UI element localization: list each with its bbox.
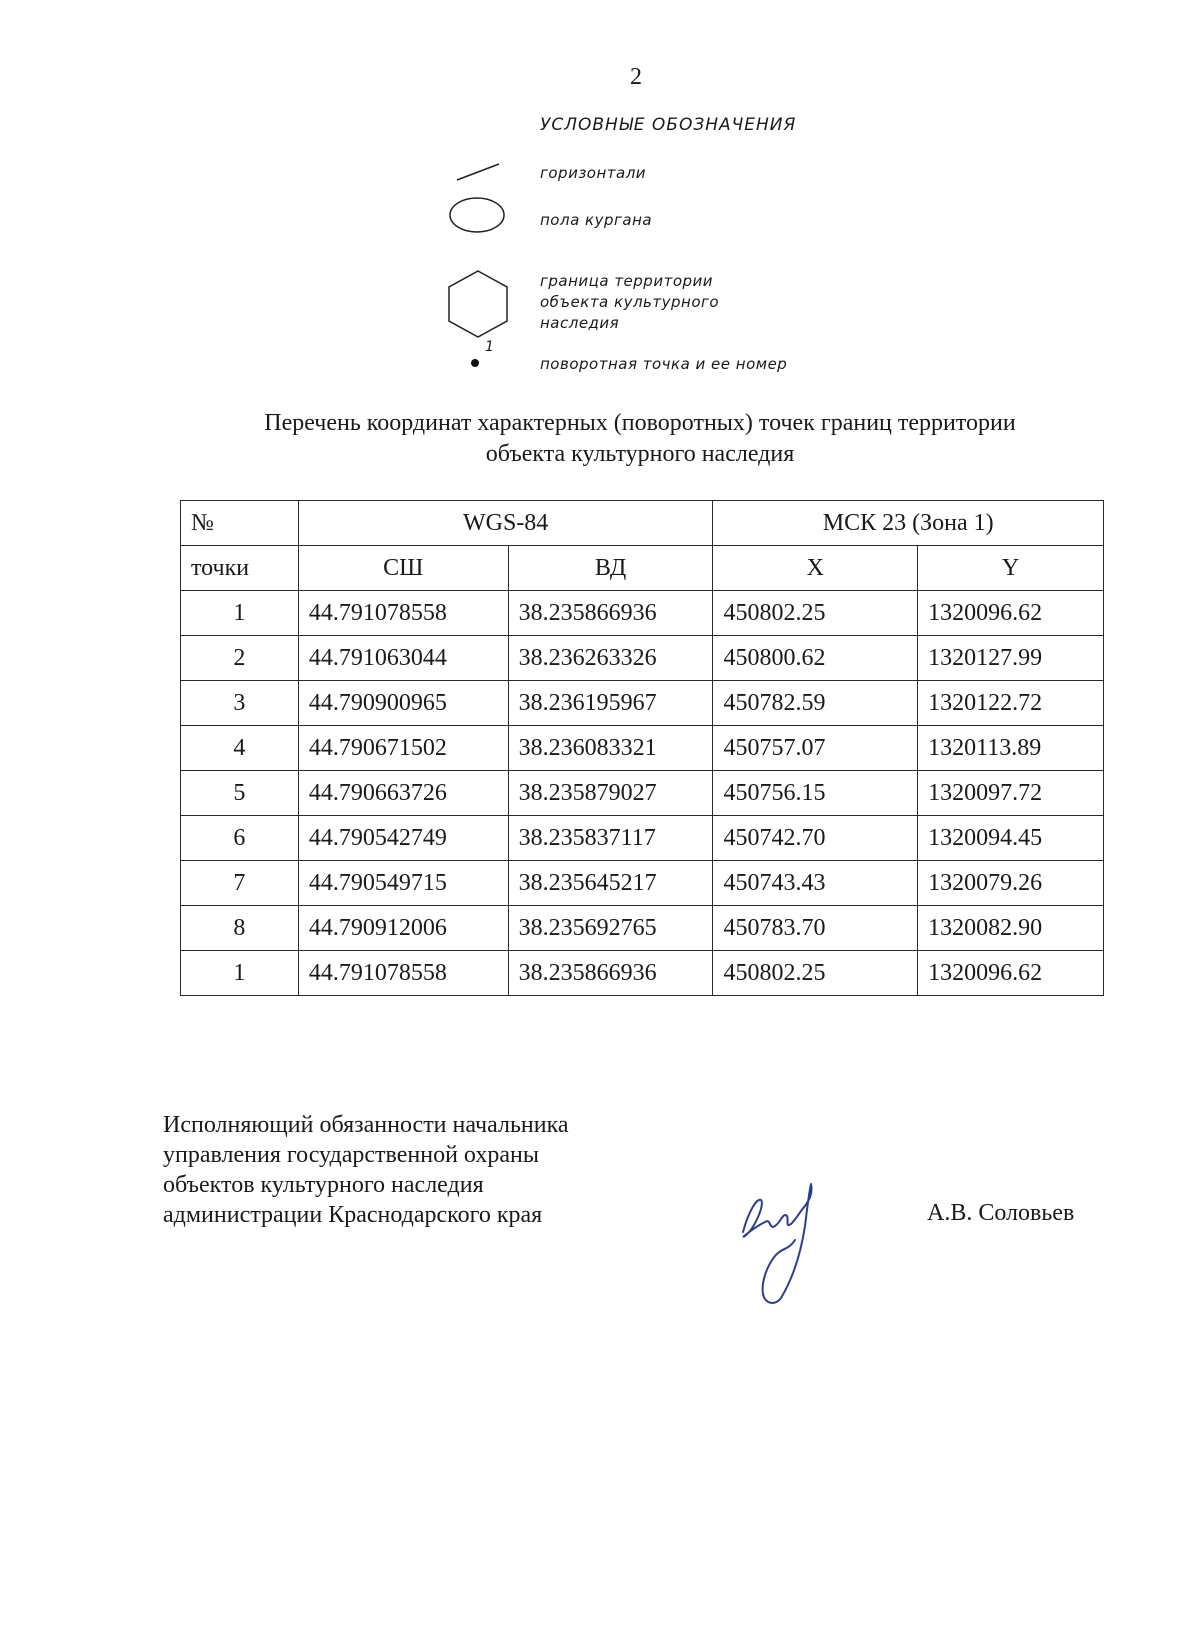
cell-y: 1320113.89 [918, 726, 1104, 771]
signatory-title-line-1: Исполняющий обязанности начальника [163, 1112, 569, 1138]
cell-lon: 38.235879027 [508, 771, 713, 816]
header-msk23: МСК 23 (Зона 1) [713, 501, 1104, 546]
cell-point: 2 [181, 636, 299, 681]
signatory-name: А.В. Соловьев [927, 1200, 1075, 1226]
signatory-title-line-3: объектов культурного наследия [163, 1172, 484, 1198]
legend-territory-line-1: граница территории [540, 272, 714, 290]
table-row [181, 771, 1104, 816]
cell-x: 450757.07 [713, 726, 918, 771]
header-latitude: СШ [298, 546, 508, 591]
cell-lon: 38.236083321 [508, 726, 713, 771]
cell-x: 450742.70 [713, 816, 918, 861]
point-dot-icon [469, 357, 481, 369]
page-number: 2 [630, 64, 642, 90]
header-wgs84: WGS-84 [298, 501, 713, 546]
cell-point: 3 [181, 681, 299, 726]
table-row [181, 636, 1104, 681]
cell-lat: 44.791078558 [298, 951, 508, 996]
signatory-title [163, 1110, 569, 1230]
cell-x: 450800.62 [713, 636, 918, 681]
table-row [181, 861, 1104, 906]
cell-point: 1 [181, 951, 299, 996]
legend-territory-line-2: объекта культурного [540, 293, 720, 311]
cell-x: 450756.15 [713, 771, 918, 816]
cell-lat: 44.790663726 [298, 771, 508, 816]
cell-lon: 38.236195967 [508, 681, 713, 726]
header-x: X [713, 546, 918, 591]
cell-y: 1320122.72 [918, 681, 1104, 726]
cell-x: 450802.25 [713, 951, 918, 996]
cell-point: 1 [181, 591, 299, 636]
cell-lat: 44.790912006 [298, 906, 508, 951]
cell-lon: 38.235837117 [508, 816, 713, 861]
caption-line-1: Перечень координат характерных (поворотных) точек границ территории [264, 410, 1016, 436]
legend-text-mound-floor: пола кургана [540, 211, 653, 229]
cell-y: 1320097.72 [918, 771, 1104, 816]
header-y: Y [918, 546, 1104, 591]
cell-lat: 44.791078558 [298, 591, 508, 636]
legend-territory-line-3: наследия [540, 314, 620, 332]
legend-text-contours: горизонтали [540, 164, 647, 182]
cell-lat: 44.790671502 [298, 726, 508, 771]
cell-point: 7 [181, 861, 299, 906]
legend-title: УСЛОВНЫЕ ОБОЗНАЧЕНИЯ [540, 115, 797, 135]
signatory-title-line-4: администрации Краснодарского края [163, 1202, 543, 1228]
cell-point: 6 [181, 816, 299, 861]
cell-lon: 38.235866936 [508, 951, 713, 996]
cell-lat: 44.790900965 [298, 681, 508, 726]
table-row [181, 951, 1104, 996]
cell-y: 1320127.99 [918, 636, 1104, 681]
handwritten-signature [735, 1170, 845, 1310]
header-point-number: № [181, 501, 299, 546]
cell-point: 4 [181, 726, 299, 771]
header-points: точки [181, 546, 299, 591]
header-longitude: ВД [508, 546, 713, 591]
cell-x: 450743.43 [713, 861, 918, 906]
cell-point: 5 [181, 771, 299, 816]
legend-text-turning-point: поворотная точка и ее номер [540, 355, 788, 373]
point-number-label: 1 [485, 339, 495, 355]
cell-lon: 38.235692765 [508, 906, 713, 951]
caption-line-2: объекта культурного наследия [485, 441, 795, 467]
cell-lat: 44.791063044 [298, 636, 508, 681]
header-row-groups [181, 501, 1104, 546]
cell-lat: 44.790542749 [298, 816, 508, 861]
table-row [181, 681, 1104, 726]
coordinates-table [180, 500, 1104, 996]
table-caption [180, 408, 1100, 470]
contour-line-icon [455, 162, 501, 182]
cell-point: 8 [181, 906, 299, 951]
hexagon-icon [445, 268, 511, 340]
cell-y: 1320082.90 [918, 906, 1104, 951]
cell-y: 1320096.62 [918, 951, 1104, 996]
table-row [181, 726, 1104, 771]
cell-x: 450783.70 [713, 906, 918, 951]
cell-lon: 38.236263326 [508, 636, 713, 681]
legend-text-territory-border [540, 271, 719, 334]
header-row-columns [181, 546, 1104, 591]
signatory-title-line-2: управления государственной охраны [163, 1142, 539, 1168]
cell-y: 1320096.62 [918, 591, 1104, 636]
cell-y: 1320094.45 [918, 816, 1104, 861]
cell-x: 450802.25 [713, 591, 918, 636]
ellipse-icon [447, 195, 507, 235]
cell-lon: 38.235645217 [508, 861, 713, 906]
cell-y: 1320079.26 [918, 861, 1104, 906]
cell-lon: 38.235866936 [508, 591, 713, 636]
table-row [181, 906, 1104, 951]
cell-lat: 44.790549715 [298, 861, 508, 906]
cell-x: 450782.59 [713, 681, 918, 726]
table-row [181, 591, 1104, 636]
table-row [181, 816, 1104, 861]
